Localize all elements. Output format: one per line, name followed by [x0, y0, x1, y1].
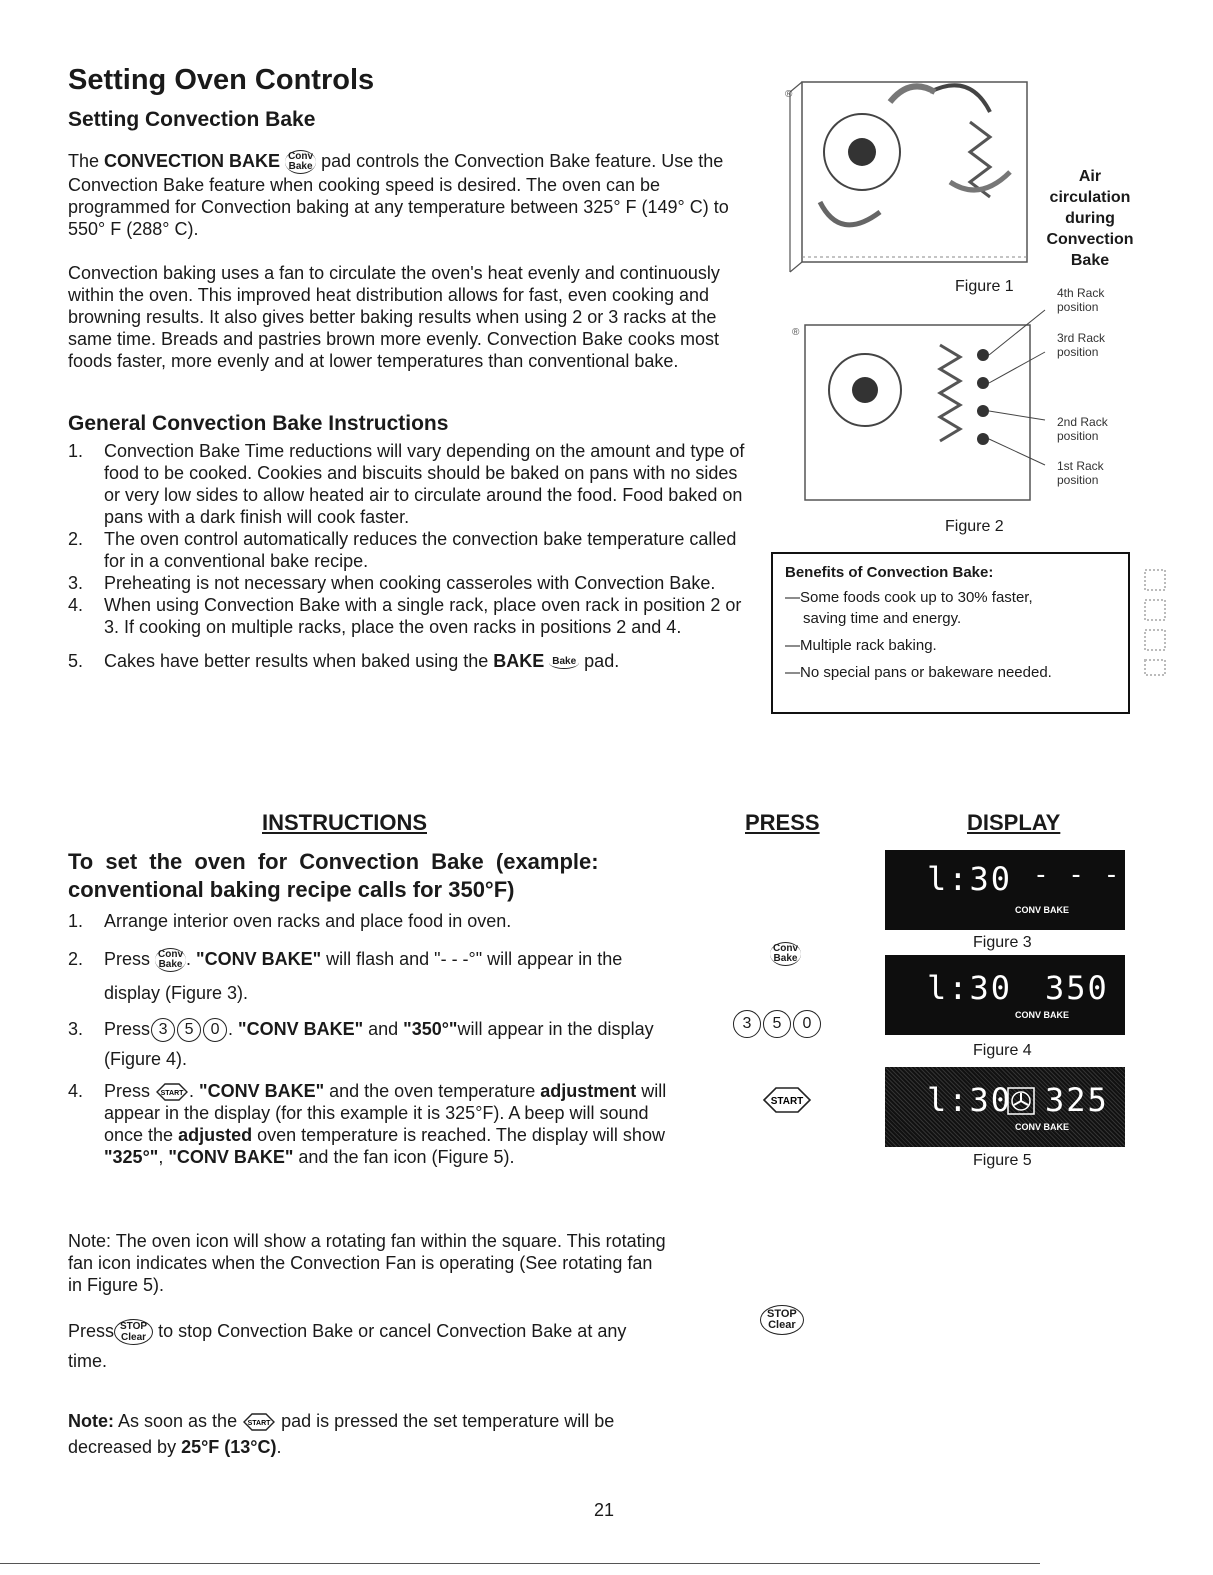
step-text: Press — [104, 949, 151, 969]
display-column-header: DISPLAY — [967, 810, 1061, 835]
fan-icon — [1007, 1087, 1035, 1115]
step-text: . — [189, 1081, 200, 1101]
figure-1-caption: Figure 1 — [955, 278, 1014, 295]
item-num: 2. — [68, 529, 84, 549]
note-temperature-decrease — [68, 1408, 668, 1460]
start-pad-label: START — [160, 1090, 184, 1098]
rack-pos: position — [1057, 345, 1099, 359]
air-circulation-label — [1040, 166, 1140, 271]
digit-5-pad: 5 — [177, 1018, 201, 1042]
benefits-box — [771, 552, 1130, 714]
step-text: and the oven temperature — [324, 1081, 541, 1101]
start-pad-label: START — [247, 1420, 271, 1428]
start-pad-icon — [242, 1412, 276, 1432]
page-number: 21 — [594, 1500, 615, 1520]
lcd-conv-bake: CONV BAKE — [1015, 905, 1070, 915]
stop-text-b: to stop Convection Bake or cancel Convection Bake at any time. — [68, 1321, 627, 1371]
step-text: Press — [104, 1081, 151, 1101]
digit-3-pad: 3 — [733, 1010, 761, 1038]
note2-bold: 25°F (13°C) — [181, 1437, 277, 1457]
general-item-3 — [68, 572, 758, 594]
stop-text-a: Press — [68, 1321, 115, 1341]
rack-pos: position — [1057, 429, 1099, 443]
lcd-temp: - - - — [1033, 860, 1122, 890]
step-text-bold: "325°" — [104, 1147, 159, 1168]
benefit-line: —Some foods cook up to 30% faster, — [785, 589, 1033, 606]
rack-name: 3rd Rack — [1057, 331, 1106, 345]
example-step-4 — [68, 1080, 668, 1168]
benefit-line: —Multiple rack baking. — [785, 637, 937, 654]
step-text: oven temperature is reached. The display will show — [252, 1125, 665, 1146]
conv-pad-top: Conv — [773, 943, 798, 954]
start-pad-label: START — [770, 1096, 804, 1107]
lcd-time: l:30 — [927, 1081, 1013, 1119]
item-num: 3. — [68, 573, 84, 593]
conv-pad-top: Conv — [158, 949, 184, 961]
item-num: 1. — [68, 441, 84, 461]
step-text: will appear in the display (for this example it is 325°F). A beep will sound once the — [104, 1081, 667, 1146]
item-text-b: BAKE — [493, 651, 545, 671]
step-text: Arrange interior oven racks and place food in oven. — [104, 911, 512, 931]
general-item-2 — [68, 528, 758, 572]
general-list — [68, 440, 758, 672]
figure-4-caption: Figure 4 — [973, 1042, 1032, 1059]
lcd-conv-bake: CONV BAKE — [1015, 1122, 1070, 1132]
svg-text:®: ® — [792, 327, 800, 338]
instructions-column-header: INSTRUCTIONS — [262, 810, 427, 835]
benefit-line: saving time and energy. — [803, 610, 962, 627]
example-step-2 — [68, 942, 668, 1010]
example-heading-line-1: To set the oven for Convection Bake (example: — [68, 849, 599, 874]
figure-3-caption: Figure 3 — [973, 934, 1032, 951]
stop-pad-top: STOP — [767, 1308, 797, 1320]
press-column-header: PRESS — [745, 810, 820, 835]
intro-paragraph-2: Convection baking uses a fan to circulate the oven's heat evenly and continuously within the oven. This improved heat distribution allows for fast, even cooking and browning results. It also gives better baking results when using 2 or 3 racks at the same time. Breads and pastries brown more evenly. Convection Bake cooks most foods faster, more evenly and at lower temperatures than conventional bake. — [68, 263, 720, 371]
step-num: 2. — [68, 949, 84, 969]
display-figure-5 — [885, 1067, 1125, 1147]
benefits-heading: Benefits of Convection Bake: — [785, 564, 994, 581]
example-heading-line-2: conventional baking recipe calls for 350°F) — [68, 877, 515, 902]
example-step-1 — [68, 910, 668, 932]
bottom-rule — [0, 1563, 1040, 1564]
stop-pad-bottom: Clear — [768, 1319, 796, 1331]
step-num: 3. — [68, 1019, 84, 1039]
step-num: 1. — [68, 911, 84, 931]
conv-bake-pad-icon — [285, 150, 316, 174]
step-text: and the fan icon (Figure 5). — [293, 1147, 515, 1168]
oven-air-circulation-figure — [780, 62, 1040, 277]
stop-clear-pad-icon — [760, 1305, 804, 1335]
conv-bake-pad-icon — [155, 948, 186, 972]
conv-pad-bottom: Bake — [773, 953, 798, 964]
stop-pad-bottom: Clear — [121, 1332, 147, 1344]
note-rotating-fan: Note: The oven icon will show a rotating fan within the square. This rotating fan icon indicates when the Convection Fan is operating (See rotating fan in Figure 5). — [68, 1231, 666, 1295]
item-text: Convection Bake Time reductions will vary depending on the amount and type of food to be cooked. Cookies and biscuits should be baked on pans with no sides or very low sides to allow heated air to circulate around the food. Food baked on pans with a dark finish will cook faster. — [104, 441, 745, 527]
lcd-temp: 350 — [1045, 969, 1109, 1007]
svg-text:®: ® — [785, 89, 793, 100]
intro-text-c: pad controls the Convection Bake feature. Use the Convection Bake feature when cooking speed is desired. The oven can be programmed for Convection baking at any temperature between 325° F (149° C) to 550° F (288° C). — [68, 151, 729, 240]
start-pad-icon — [155, 1082, 189, 1102]
general-item-1 — [68, 440, 758, 528]
step-text: . — [186, 949, 197, 969]
rack-name: 4th Rack — [1057, 286, 1105, 300]
step-text-bold: "CONV BAKE" — [196, 949, 322, 969]
item-text-a: Cakes have better results when baked using the — [104, 651, 494, 671]
step-text-bold: "CONV BAKE" — [168, 1147, 294, 1168]
example-heading — [68, 848, 599, 904]
air-label-line: Bake — [1070, 252, 1110, 269]
rack-pos: position — [1057, 300, 1099, 314]
general-item-4 — [68, 594, 758, 638]
rack-pos: position — [1057, 473, 1099, 487]
rack-2-label — [1057, 415, 1108, 443]
example-step-3 — [68, 1014, 668, 1074]
page-title: Setting Oven Controls — [68, 64, 375, 96]
item-text-c: pad. — [579, 651, 620, 671]
item-text: When using Convection Bake with a single rack, place oven rack in position 2 or 3. If cooking on multiple racks, place the oven racks in positions 2 and 4. — [104, 595, 742, 637]
digit-0-pad: 0 — [203, 1018, 227, 1042]
example-steps — [68, 910, 668, 1168]
step-text: Press — [104, 1019, 151, 1039]
step-text-bold: "CONV BAKE" — [199, 1081, 325, 1101]
item-text: The oven control automatically reduces the convection bake temperature called for in a conventional bake recipe. — [104, 529, 737, 571]
note2-label: Note: — [68, 1411, 114, 1431]
lcd-time: l:30 — [927, 860, 1013, 898]
intro-paragraph-1 — [68, 150, 758, 240]
step-text: will flash and "- - -°" will appear in the display (Figure 3). — [104, 949, 623, 1003]
general-heading: General Convection Bake Instructions — [68, 412, 449, 435]
figure-2-caption: Figure 2 — [945, 518, 1004, 535]
stop-clear-pad-icon — [114, 1319, 153, 1345]
note2-text: pad is pressed the set temperature will be decreased by — [68, 1411, 615, 1457]
general-item-5 — [68, 650, 758, 672]
figure-5-caption: Figure 5 — [973, 1152, 1032, 1169]
display-figure-4 — [885, 955, 1125, 1035]
conv-pad-top: Conv — [288, 151, 314, 163]
display-figure-3 — [885, 850, 1125, 930]
lcd-conv-bake: CONV BAKE — [1015, 1010, 1070, 1020]
note2-text: As soon as the — [114, 1411, 243, 1431]
digit-3-pad: 3 — [151, 1018, 175, 1042]
press-stop-clear-pad — [760, 1305, 804, 1335]
rack-4-label — [1057, 286, 1104, 314]
item-text: Preheating is not necessary when cooking casseroles with Convection Bake. — [104, 573, 716, 593]
step-text: will appear in the display (Figure 4). — [104, 1019, 654, 1069]
oven-rack-positions-figure — [790, 300, 1050, 512]
air-label-line: Convection — [1046, 231, 1134, 248]
air-label-line: during — [1065, 210, 1115, 227]
stop-pad-top: STOP — [120, 1321, 148, 1333]
step-text: and — [363, 1019, 404, 1039]
step-text: . — [228, 1019, 239, 1039]
press-digits — [732, 1010, 822, 1038]
benefit-line: —No special pans or bakeware needed. — [785, 664, 1052, 681]
conv-bake-pad-icon — [770, 942, 801, 966]
step-text-bold: adjusted — [178, 1125, 253, 1146]
section-subtitle: Setting Convection Bake — [68, 108, 316, 131]
section-tab-mark — [1140, 565, 1170, 680]
item-num: 4. — [68, 595, 84, 615]
lcd-temp: 325 — [1045, 1081, 1109, 1119]
intro-text-a: The — [68, 151, 105, 171]
step-text-bold: "CONV BAKE" — [238, 1019, 364, 1039]
step-text: , — [158, 1147, 169, 1168]
rack-name: 1st Rack — [1057, 459, 1104, 473]
step-text-bold: adjustment — [540, 1081, 637, 1101]
conv-pad-bottom: Bake — [158, 959, 183, 971]
step-text-bold: "350°" — [403, 1019, 458, 1039]
rack-1-label — [1057, 459, 1104, 487]
lcd-time: l:30 — [927, 969, 1013, 1007]
rack-3-label — [1057, 331, 1105, 359]
intro-text-b: CONVECTION BAKE — [104, 151, 281, 171]
bake-pad-icon — [549, 656, 579, 669]
rack-name: 2nd Rack — [1057, 415, 1108, 429]
step-num: 4. — [68, 1081, 84, 1101]
item-num: 5. — [68, 651, 84, 671]
digit-0-pad: 0 — [793, 1010, 821, 1038]
stop-instruction — [68, 1316, 668, 1376]
press-start-pad-icon — [762, 1086, 812, 1114]
note2-text: . — [276, 1437, 282, 1457]
bake-pad-label: Bake — [552, 655, 577, 667]
press-conv-bake-pad — [770, 942, 801, 966]
digit-5-pad: 5 — [763, 1010, 791, 1038]
air-label-line: Air — [1078, 168, 1102, 185]
air-label-line: circulation — [1049, 189, 1131, 206]
conv-pad-bottom: Bake — [288, 161, 313, 173]
